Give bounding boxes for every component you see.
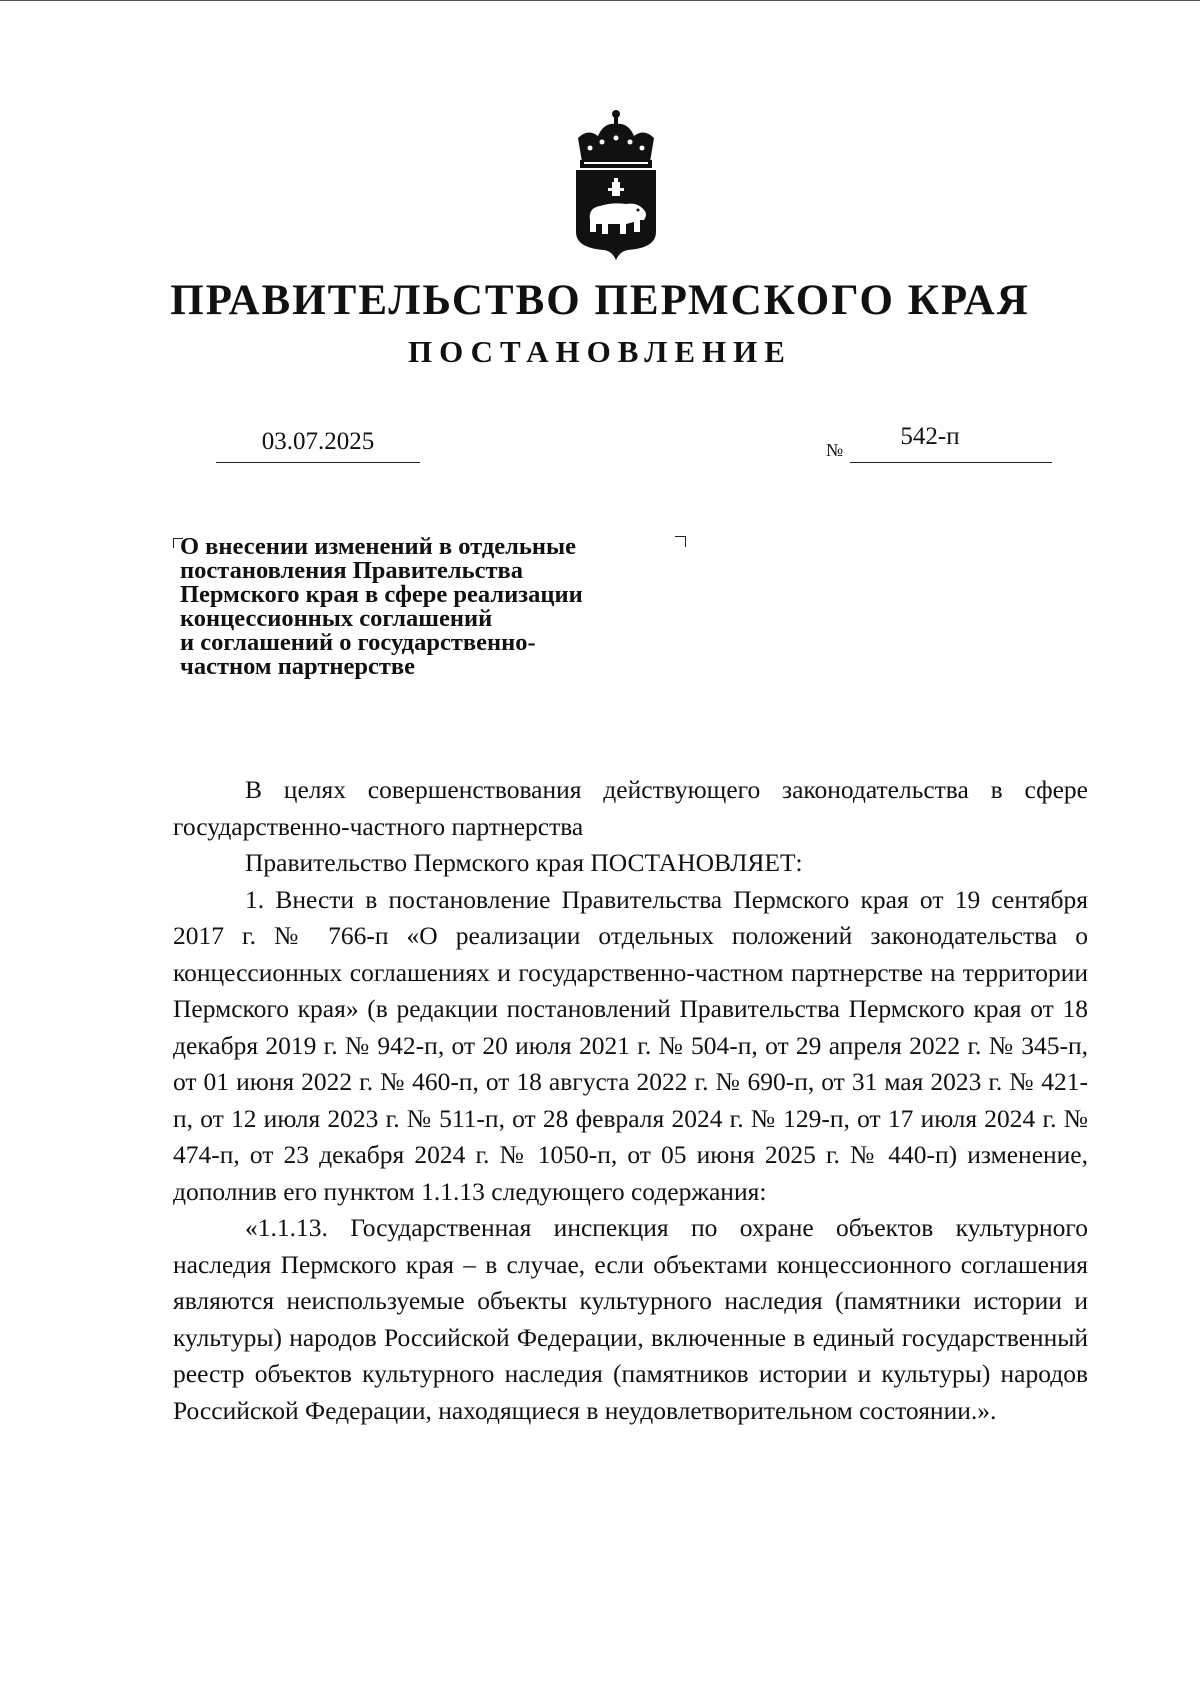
document-number: 542-п [900, 423, 960, 450]
subject-line: Пермского края в сфере реализации [180, 581, 583, 608]
coat-of-arms-icon [568, 108, 664, 260]
item-1-1-13-paragraph: «1.1.13. Государственная инспекция по охране объектов культурного наследия Пермского края – в случае, если объектами концессионного соглашения являются неиспользуемые объекты культурного наследия (памятники истории и культуры) народов Российской Федерации, включенные в единый государственный реестр объектов культурного наследия (памятников истории и культуры) народов Российской Федерации, находящиеся в неудовлетворительном состоянии.». [173, 1213, 1088, 1425]
subject-corner-right [675, 536, 686, 547]
subject-line: О внесении изменений в отдельные [180, 533, 576, 560]
resolution-paragraph: Правительство Пермского края ПОСТАНОВЛЯЕТ: [245, 848, 803, 877]
subject-line: частном партнерстве [180, 653, 416, 680]
preamble-paragraph: В целях совершенствования действующего законодательства в сфере государственно-частного партнерства [173, 775, 1088, 841]
date-field [216, 424, 420, 463]
item-1-paragraph: 1. Внести в постановление Правительства Пермского края от 19 сентября 2017 г. № 766-п «О реализации отдельных положений законодательства о концессионных соглашениях и государственно-частном партнерстве на территории Пермского края» (в редакции постановлений Правительства Пермского края от 18 декабря 2019 г. № 942-п, от 20 июля 2021 г. № 504-п, от 29 апреля 2022 г. № 345-п, от 01 июня 2022 г. № 460-п, от 18 августа 2022 г. № 690-п, от 31 мая 2023 г. № 421-п, от 12 июля 2023 г. № 511-п, от 28 февраля 2024 г. № 129-п, от 17 июля 2024 г. № 474-п, от 23 декабря 2024 г. № 1050-п, от 05 июня 2025 г. № 440-п) изменение, дополнив его пунктом 1.1.13 следующего содержания: [173, 884, 1088, 1206]
page-top-edge [0, 0, 1200, 1]
subject-line: и соглашений о государственно- [180, 629, 536, 656]
subject-line: концессионных соглашений [180, 605, 493, 632]
body-text [173, 772, 1088, 1429]
subject-line: постановления Правительства [180, 557, 523, 584]
government-title: ПРАВИТЕЛЬСТВО ПЕРМСКОГО КРАЯ [170, 277, 1030, 324]
subject-heading [180, 535, 670, 679]
document-date: 03.07.2025 [261, 428, 375, 455]
number-field [850, 422, 1052, 463]
number-sign: № [826, 440, 844, 460]
document-type: ПОСТАНОВЛЕНИЕ [408, 334, 792, 369]
